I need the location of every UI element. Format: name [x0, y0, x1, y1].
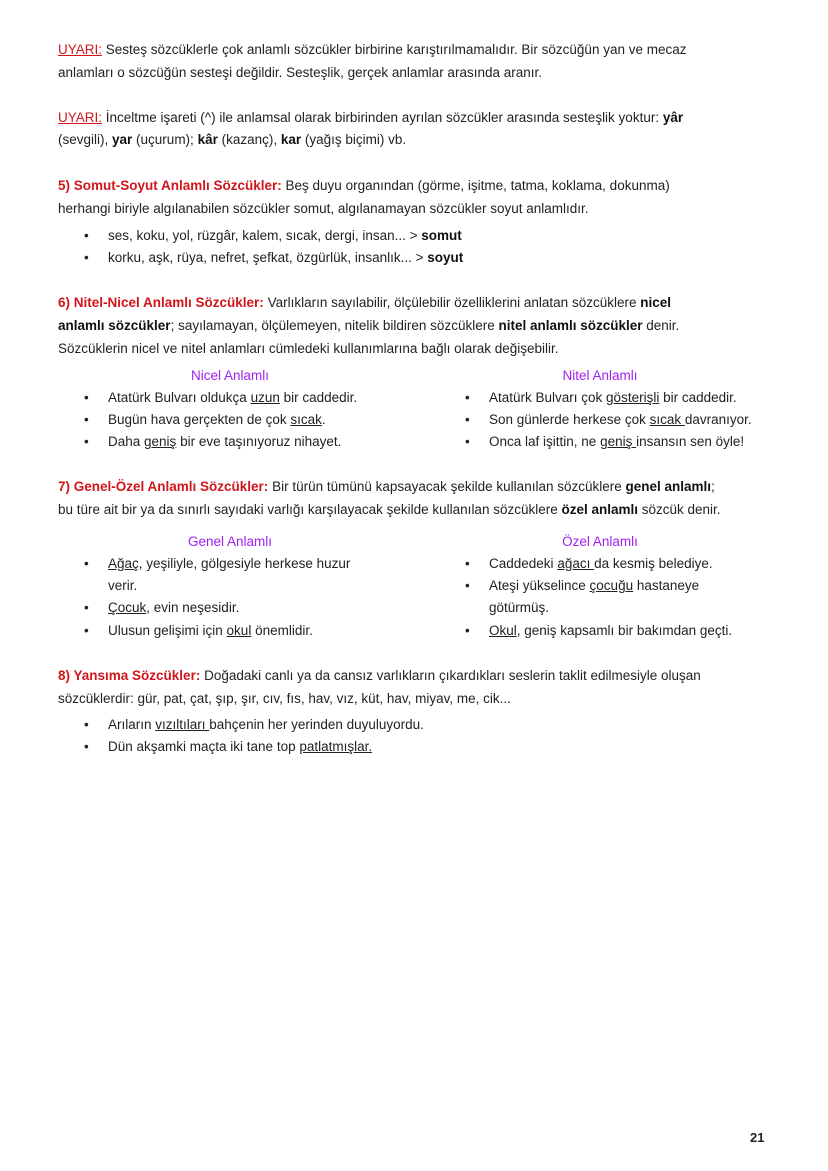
list-item [84, 738, 373, 756]
text: (yağış biçimi) vb. [301, 132, 407, 147]
text: insansın sen öyle! [636, 434, 745, 449]
underlined-word: sıcak [290, 412, 322, 427]
section-8-line-2: sözcüklerdir: gür, pat, çat, şıp, şır, cıv, fıs, hav, vız, küt, hav, miyav, me, cik... [58, 691, 511, 706]
text: hastaneye [633, 578, 700, 593]
section-6-line-1 [58, 294, 671, 312]
text: bir eve taşınıyoruz nihayet. [176, 434, 342, 449]
text: Atatürk Bulvarı oldukça [108, 390, 251, 405]
text: , geniş kapsamlı bir bakımdan geçti. [516, 623, 733, 638]
section-7-title: 7) Genel-Özel Anlamlı Sözcükler: [58, 479, 269, 494]
bullet-icon: • [465, 578, 470, 593]
section-7-line-2 [58, 501, 721, 519]
text: da kesmiş belediye. [594, 556, 713, 571]
text: ses, koku, yol, rüzgâr, kalem, sıcak, dergi, insan... > [108, 228, 422, 243]
text: (kazanç), [217, 132, 281, 147]
list-item [465, 555, 713, 573]
text: Beş duyu organından (görme, işitme, tatma, koklama, dokunma) [281, 178, 670, 193]
list-item [84, 227, 462, 245]
bullet-icon: • [84, 250, 89, 265]
section-7-line-1 [58, 478, 715, 496]
underlined-word: Çocuk [108, 600, 147, 615]
bullet-icon: • [84, 412, 89, 427]
text: bahçenin her yerinden duyuluyordu. [209, 717, 424, 732]
underlined-word: ağacı [557, 556, 595, 571]
term: nicel [640, 295, 671, 310]
list-item [465, 622, 733, 640]
section-6-title: 6) Nitel-Nicel Anlamlı Sözcükler: [58, 295, 264, 310]
warning-label: UYARI: [58, 110, 103, 125]
text: bir caddedir. [659, 390, 737, 405]
text: Onca laf işittin, ne [489, 434, 601, 449]
text: İnceltme işareti (^) ile anlamsal olarak birbirinden ayrılan sözcükler arasında sesteşlik yoktur: [102, 110, 663, 125]
text: (sevgili), [58, 132, 113, 147]
column-heading: Özel Anlamlı [562, 534, 638, 549]
text: Atatürk Bulvarı çok [489, 390, 607, 405]
text: denir. [642, 318, 680, 333]
term: kâr [197, 132, 218, 147]
bullet-icon: • [465, 556, 470, 571]
text: Dün akşamki maçta iki tane top [108, 739, 300, 754]
term: somut [421, 228, 462, 243]
text: Daha [108, 434, 145, 449]
section-5-line-2: herhangi biriyle algılanabilen sözcükler somut, algılanamayan sözcükler soyut anlamlıdır. [58, 201, 589, 216]
bullet-icon: • [84, 600, 89, 615]
list-item-continuation: götürmüş. [489, 600, 550, 615]
underlined-word: uzun [250, 390, 280, 405]
underlined-word: sıcak [649, 412, 685, 427]
text: Caddedeki [489, 556, 558, 571]
bullet-icon: • [84, 556, 89, 571]
text: Ulusun gelişimi için [108, 623, 227, 638]
list-item [84, 599, 240, 617]
bullet-icon: • [84, 623, 89, 638]
list-item [84, 249, 464, 267]
term: özel anlamlı [561, 502, 639, 517]
text: Varlıkların sayılabilir, ölçülebilir özelliklerini anlatan sözcüklere [263, 295, 641, 310]
bullet-icon: • [84, 739, 89, 754]
section-6-line-2 [58, 317, 679, 335]
list-item [84, 622, 313, 640]
text: Bir türün tümünü kapsayacak şekilde kullanılan sözcüklere [268, 479, 626, 494]
text: önemlidir. [251, 623, 313, 638]
section-5-line-1 [58, 177, 670, 195]
underlined-word: geniş [600, 434, 637, 449]
term: genel anlamlı [625, 479, 712, 494]
list-item [84, 555, 351, 573]
underlined-word: geniş [144, 434, 177, 449]
term: anlamlı sözcükler [58, 318, 171, 333]
text: bu türe ait bir ya da sınırlı sayıdaki varlığı karşılayacak şekilde kullanılan sözcüklere [58, 502, 562, 517]
bullet-icon: • [84, 717, 89, 732]
underlined-word: Ağaç [108, 556, 139, 571]
warning-1-line-2: anlamları o sözcüğün sesteşi değildir. Sesteşlik, gerçek anlamlar arasında aranır. [58, 65, 542, 80]
text: Arıların [108, 717, 156, 732]
underlined-word: okul [226, 623, 252, 638]
warning-2-line-2 [58, 131, 406, 149]
list-item [84, 716, 424, 734]
text: bir caddedir. [279, 390, 358, 405]
underlined-word: gösterişli [606, 390, 660, 405]
underlined-word: patlatmışlar. [299, 739, 373, 754]
term: kar [280, 132, 302, 147]
list-item [84, 433, 342, 451]
underlined-word: çocuğu [589, 578, 634, 593]
section-6-line-3: Sözcüklerin nicel ve nitel anlamları cümledeki kullanımlarına bağlı olarak değişebilir. [58, 341, 559, 356]
page-number: 21 [750, 1130, 765, 1145]
warning-label: UYARI: [58, 42, 103, 57]
warning-2-line-1 [58, 109, 683, 127]
list-item [465, 411, 752, 429]
underlined-word: Okul [489, 623, 517, 638]
text: Doğadaki canlı ya da cansız varlıkların çıkardıkları seslerin taklit edilmesiyle oluşan [200, 668, 701, 683]
warning-1-line-1 [58, 41, 686, 59]
column-heading: Genel Anlamlı [187, 534, 273, 549]
text: ; sayılamayan, ölçülemeyen, nitelik bildiren sözcüklere [170, 318, 499, 333]
list-item [465, 389, 737, 407]
text: Bugün hava gerçekten de çok [108, 412, 291, 427]
text: Sesteş sözcüklerle çok anlamlı sözcükler birbirine karıştırılmamalıdır. Bir sözcüğün yan ve mecaz [102, 42, 687, 57]
underlined-word: vızıltıları [155, 717, 210, 732]
section-5-title: 5) Somut-Soyut Anlamlı Sözcükler: [58, 178, 282, 193]
term: nitel anlamlı sözcükler [498, 318, 643, 333]
list-item [465, 433, 745, 451]
bullet-icon: • [84, 228, 89, 243]
section-8-line-1 [58, 667, 701, 685]
bullet-icon: • [465, 412, 470, 427]
bullet-icon: • [465, 623, 470, 638]
text: Ateşi yükselince [489, 578, 590, 593]
text: ; [711, 479, 715, 494]
bullet-icon: • [465, 434, 470, 449]
term: yar [112, 132, 133, 147]
text: . [321, 412, 326, 427]
list-item [84, 389, 358, 407]
bullet-icon: • [84, 434, 89, 449]
text: , yeşiliyle, gölgesiyle herkese huzur [138, 556, 351, 571]
list-item-continuation: verir. [108, 578, 138, 593]
text: korku, aşk, rüya, nefret, şefkat, özgürlük, insanlık... > [108, 250, 428, 265]
section-8-title: 8) Yansıma Sözcükler: [58, 668, 201, 683]
column-heading: Nicel Anlamlı [190, 368, 270, 383]
term: soyut [427, 250, 464, 265]
text: sözcük denir. [638, 502, 721, 517]
list-item [465, 577, 700, 595]
column-heading: Nitel Anlamlı [562, 368, 638, 383]
text: , evin neşesidir. [146, 600, 240, 615]
term: yâr [662, 110, 684, 125]
bullet-icon: • [465, 390, 470, 405]
text: Son günlerde herkese çok [489, 412, 650, 427]
text: davranıyor. [684, 412, 752, 427]
bullet-icon: • [84, 390, 89, 405]
list-item [84, 411, 326, 429]
text: (uçurum); [132, 132, 198, 147]
